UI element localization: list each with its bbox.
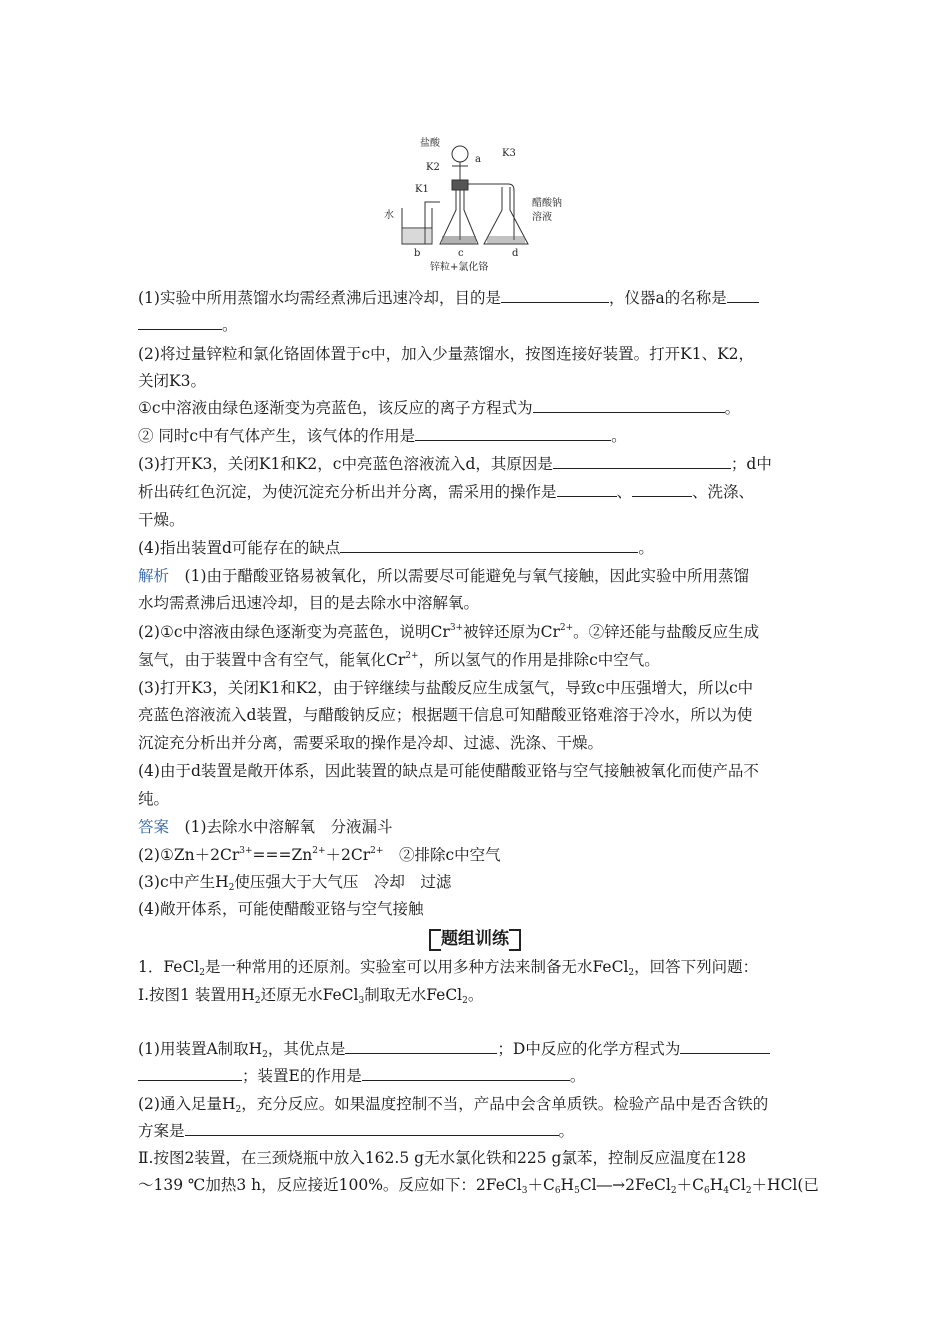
label-k3: K3 [502, 148, 516, 159]
answer-blank[interactable] [553, 454, 731, 469]
p1-part1: Ⅰ.按图1 装置用$H_2$还原无水FeCl$_3$制取无水FeCl$_2$。 [138, 986, 484, 1006]
answer-a3: (3)c中产生$H_2$使压强大于大气压 冷却 过滤 [138, 873, 452, 893]
label-hcl: 盐酸 [420, 138, 440, 149]
label-naac-1: 醋酸钠 [532, 198, 562, 209]
analysis-p2b: 氢气，由于装置中含有空气，能氧化$Cr^{2+}$，所以氢气的作用是排除c中空气。 [138, 651, 660, 669]
label-zn: 锌粒+氯化铬 [430, 262, 489, 273]
answer-blank[interactable] [501, 288, 609, 303]
q3-line2: 析出砖红色沉淀，为使沉淀充分析出并分离，需采用的操作是 、 、洗涤、 [138, 483, 755, 501]
apparatus-diagram [380, 132, 570, 274]
analysis-p2a: (2)①c中溶液由绿色逐渐变为亮蓝色，说明$Cr^{3+}$被锌还原为$Cr^{2+}$。②锌还能与盐酸反应生成 [138, 623, 760, 641]
q2-sub1: ①c中溶液由绿色逐渐变为亮蓝色，该反应的离子方程式为 。 [138, 399, 741, 417]
label-b: b [414, 248, 421, 259]
p1-q1-line2: ；装置E的作用是 。 [138, 1066, 818, 1086]
p1-q2-line2: 方案是 。 [138, 1122, 575, 1140]
answer-blank[interactable] [362, 1066, 570, 1081]
answer-blank[interactable] [727, 288, 759, 303]
bracket-left [429, 929, 441, 951]
analysis-p3a: (3)打开K3，关闭K1和K2，由于锌继续与盐酸反应生成氢气，导致c中压强增大，所以c中 [138, 679, 754, 697]
analysis-p1b: 水均需煮沸后迅速冷却，目的是去除水中溶解氧。 [138, 594, 480, 612]
answer-blank[interactable] [345, 1039, 497, 1054]
label-a: a [475, 154, 481, 165]
q2-sub2: ② 同时c中有气体产生，该气体的作用是 。 [138, 427, 627, 445]
q1-line2: 。 [138, 315, 818, 335]
answer-blank[interactable] [340, 538, 638, 553]
answer-label: 答案 [138, 818, 170, 836]
answer-a1: 答案 (1)去除水中溶解氧 分液漏斗 [138, 818, 393, 836]
label-k2: K2 [426, 162, 440, 173]
p1-q1-line1: (1)用装置A制取$H_2$，其优点是 ；D中反应的化学方程式为 [138, 1039, 818, 1059]
q2-line1: (2)将过量锌粒和氯化铬固体置于c中，加入少量蒸馏水，按图连接好装置。打开K1、K2， [138, 345, 755, 363]
label-naac-2: 溶液 [532, 212, 552, 223]
answer-a2: $(2)①Zn+2Cr^{3+}===Zn^{2+}+2Cr^{2+}$ ②排除c中空气 [138, 846, 501, 864]
answer-blank[interactable] [557, 482, 617, 497]
answer-blank[interactable] [138, 1066, 242, 1081]
q2-line2: 关闭K3。 [138, 372, 206, 390]
label-k1: K1 [415, 184, 429, 195]
q3-line3: 干燥。 [138, 511, 185, 529]
label-water: 水 [384, 210, 394, 221]
q1-line1: (1)实验中所用蒸馏水均需经煮沸后迅速冷却，目的是 ，仪器a的名称是 [138, 288, 818, 308]
answer-a4: (4)敞开体系，可能使醋酸亚铬与空气接触 [138, 900, 424, 918]
apparatus-figure [380, 132, 570, 274]
bracket-right [509, 929, 521, 951]
section-title: 题组训练 [420, 927, 530, 951]
answer-blank[interactable] [680, 1039, 770, 1054]
answer-blank[interactable] [138, 315, 222, 330]
p1-q2-line1: (2)通入足量$H_2$，充分反应。如果温度控制不当，产品中会含单质铁。检验产品中是否含铁的 [138, 1095, 769, 1115]
analysis-p3b: 亮蓝色溶液流入d装置，与醋酸钠反应；根据题干信息可知醋酸亚铬难溶于冷水，所以为使 [138, 706, 753, 724]
answer-blank[interactable] [632, 482, 692, 497]
q4-line: (4)指出装置d可能存在的缺点 。 [138, 539, 654, 557]
analysis-p1a: 解析 (1)由于醋酸亚铬易被氧化，所以需要尽可能避免与氧气接触，因此实验中所用蒸馏 [138, 567, 749, 585]
analysis-p3c: 沉淀充分析出并分离，需要采取的操作是冷却、过滤、洗涤、干燥。 [138, 734, 604, 752]
answer-blank[interactable] [533, 398, 725, 413]
answer-blank[interactable] [185, 1121, 559, 1136]
p1-intro: 1．FeCl$_2$是一种常用的还原剂。实验室可以用多种方法来制备无水FeCl$_2$，回答下列问题： [138, 958, 759, 978]
analysis-p4b: 纯。 [138, 790, 170, 808]
analysis-label: 解析 [138, 567, 170, 585]
analysis-p4a: (4)由于d装置是敞开体系，因此装置的缺点是可能使醋酸亚铬与空气接触被氧化而使产品不 [138, 762, 759, 780]
p1-part2-line1: Ⅱ.按图2装置，在三颈烧瓶中放入162.5 g无水氯化铁和225 g氯苯，控制反应温度在128 [138, 1149, 747, 1167]
p1-part2-line2: ～139 ℃加热3 h，反应接近100%。反应如下：$2FeCl_3+C_6H_5Cl―\to 2FeCl_2+C_6H_4Cl_2+HCl$(已 [138, 1176, 819, 1196]
label-c: c [458, 248, 464, 259]
answer-blank[interactable] [415, 426, 611, 441]
label-d: d [512, 248, 519, 259]
q3-line1: (3)打开K3，关闭K1和K2，c中亮蓝色溶液流入d，其原因是 ；d中 [138, 455, 772, 473]
